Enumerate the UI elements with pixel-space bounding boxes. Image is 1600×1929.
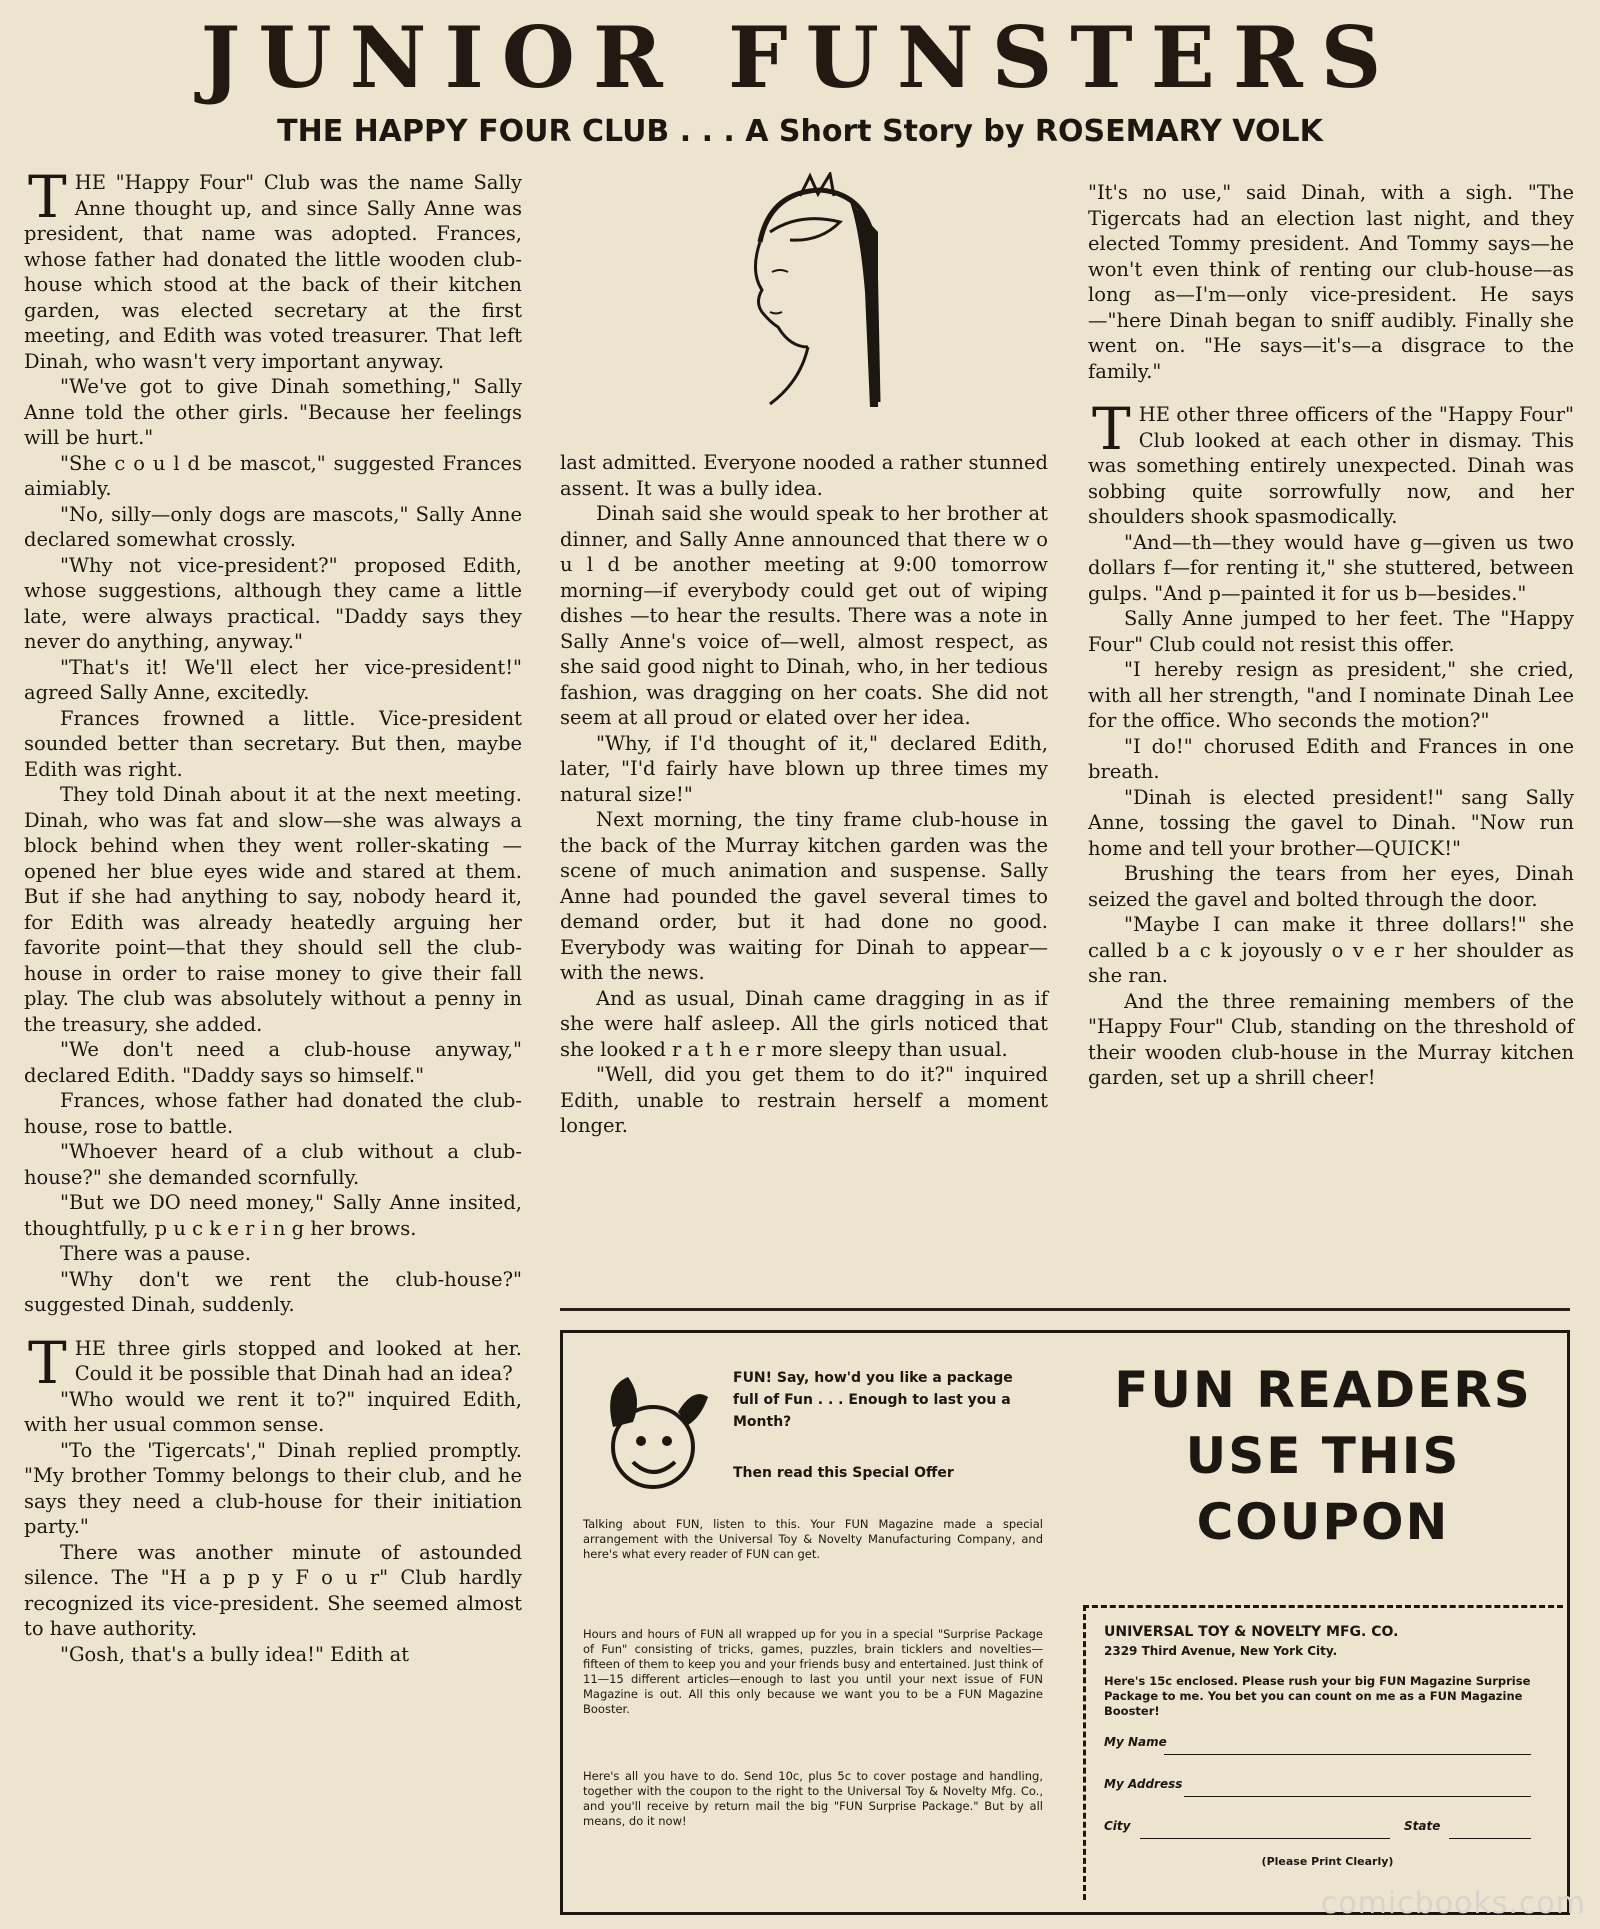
story-paragraph: "I hereby resign as president," she cried, with all her strength, "and I nominate Dinah Lee for the office. Who seconds the motion?" [1088,658,1574,732]
story-column-1 [24,163,522,1910]
story-paragraph: And as usual, Dinah came dragging in as if she were half asleep. All the girls noticed that she looked r a t h e r more sleepy than usual. [560,986,1048,1061]
page-title: JUNIOR FUNSTERS [200,8,1400,107]
mascot-clown-icon [583,1367,723,1497]
story-paragraph: "She c o u l d be mascot," suggested Frances aimiably. [24,451,522,500]
coupon-body: Here's 15c enclosed. Please rush your big FUN Magazine Surprise Package to me. You bet you can count on me as a FUN Magazine Booster! [1104,1674,1531,1718]
coupon-heading-line: COUPON [1196,1493,1450,1551]
story-paragraph: Sally Anne jumped to her feet. The "Happy Four" Club could not resist this offer. [1088,607,1574,656]
story-paragraph: "That's it! We'll elect her vice-president!" agreed Sally Anne, excitedly. [24,655,522,704]
story-paragraph [1088,395,1574,530]
story-paragraph: "Maybe I can make it three dollars!" she called b a c k joyously o v e r her shoulder as she ran. [1088,913,1574,987]
story-paragraph: "Who would we rent it to?" inquired Edith, with her usual common sense. [24,1387,522,1436]
story-paragraph: And the three remaining members of the "Happy Four" Club, standing on the threshold of their wooden club-house in the Murray kitchen garden, set up a shrill cheer! [1088,989,1574,1089]
story-paragraph: "We don't need a club-house anyway," declared Edith. "Daddy says so himself." [24,1038,522,1087]
story-paragraph: There was another minute of astounded silence. The "H a p p y F o u r" Club hardly recognized its vice-president. She seemed almost to have authority. [24,1540,522,1640]
girl-portrait-illustration [700,172,900,412]
story-column-3 [1088,180,1574,1300]
story-paragraph: "Whoever heard of a club without a club-house?" she demanded scornfully. [24,1140,522,1189]
story-paragraph: "I do!" chorused Edith and Frances in one breath. [1088,734,1574,783]
story-paragraph [24,163,522,374]
story-paragraph: Frances, whose father had donated the club-house, rose to battle. [24,1089,522,1138]
drop-cap: T [1092,395,1131,463]
story-byline: THE HAPPY FOUR CLUB . . . A Short Story by ROSEMARY VOLK [277,114,1323,149]
name-line [1164,1754,1531,1755]
address-line [1184,1796,1531,1797]
print-clearly-note: (Please Print Clearly) [1261,1855,1394,1868]
ad-paragraph: Here's all you have to do. Send 10c, plus 5c to cover postage and handling, together with the coupon to the right to the Universal Toy & Novelty Mfg. Co., and you'll receive by return mail the big "FUN Surprise Package." But by all means, do it now! [583,1769,1043,1828]
story-paragraph: "But we DO need money," Sally Anne insited, thoughtfully, p u c k e r i n g her brows. [24,1191,522,1240]
story-paragraph: "To the 'Tigercats'," Dinah replied promptly. "My brother Tommy belongs to their club, and he says they need a club-house for their initiation party." [24,1438,522,1538]
story-paragraph: Brushing the tears from her eyes, Dinah seized the gavel and bolted through the door. [1088,862,1574,911]
story-paragraph: "Why not vice-president?" proposed Edith, whose suggestions, although they came a little late, were always practical. "Daddy says they never do anything, anyway." [24,553,522,653]
story-paragraph: "Gosh, that's a bully idea!" Edith at [60,1642,410,1666]
story-paragraph: "Why, if I'd thought of it," declared Edith, later, "I'd fairly have blown up three times my natural size!" [560,731,1048,806]
story-paragraph: "No, silly—only dogs are mascots," Sally Anne declared somewhat crossly. [24,502,522,551]
section-divider [560,1308,1570,1311]
ad-paragraph: Talking about FUN, listen to this. Your FUN Magazine made a special arrangement with the Universal Toy & Novelty Manufacturing Company, and here's what every reader of FUN can get. [583,1517,1043,1561]
story-paragraph: last admitted. Everyone nooded a rather stunned assent. It was a bully idea. [560,451,1048,500]
ad-special-offer: Then read this Special Offer [733,1465,954,1481]
story-paragraph [24,1328,522,1397]
city-state-row[interactable] [1104,1819,1551,1845]
coupon-heading-line: FUN READERS [1114,1361,1532,1419]
coupon-panel [1083,1343,1563,1903]
city-label: City [1104,1819,1131,1833]
paragraph-text: HE "Happy Four" Club was the name Sally Anne thought up, and since Sally Anne was president, that name was adopted. Frances, whose father had donated the little wooden club-house which stood at the back of their kitchen garden, was elected secretary at the first meeting, and Edith was voted treasurer. That left Dinah, who wasn't very important anyway. [24,171,522,373]
state-line [1449,1838,1531,1839]
story-paragraph: "Dinah is elected president!" sang Sally Anne, tossing the gavel to Dinah. "Now run home and tell your brother—QUICK!" [1088,785,1574,860]
ad-headline: FUN! Say, how'd you like a package full of Fun . . . Enough to last you a Month? [733,1370,1013,1430]
story-paragraph: "It's no use," said Dinah, with a sigh. "The Tigercats had an election last night, and they elected Tommy president. And Tommy says—he won't even think of renting our club-house—as long as—I'm—only vice-president. He says—"here Dinah began to sniff audibly. Finally she went on. "He says—it's—a disgrace to the family." [1088,181,1574,383]
order-coupon[interactable] [1083,1605,1563,1900]
coupon-heading [1083,1357,1563,1555]
address-label: My Address [1104,1777,1183,1791]
story-paragraph: They told Dinah about it at the next meeting. Dinah, who was fat and slow—she was always a block behind when they went roller-skating — opened her blue eyes wide and stared at them. But if she had anything to say, nobody heard it, for Edith was already heatedly arguing her favorite point—that they should sell the club-house in order to raise money to give their fall play. The club was absolutely without a penny in the treasury, she added. [24,783,522,1036]
paragraph-text: HE three girls stopped and looked at her. Could it be possible that Dinah had an idea? [74,1336,522,1385]
drop-cap: T [28,163,67,231]
story-paragraph: "Why don't we rent the club-house?" suggested Dinah, suddenly. [24,1267,522,1316]
watermark: comicbooks.com [1320,1886,1586,1921]
advertisement-box [560,1330,1570,1915]
story-paragraph: There was a pause. [60,1242,251,1265]
name-field[interactable] [1104,1735,1551,1761]
story-column-2 [560,450,1048,1300]
coupon-heading-line: USE THIS [1185,1427,1461,1485]
story-paragraph: Frances frowned a little. Vice-president sounded better than secretary. But then, maybe Edith was right. [24,706,522,781]
story-paragraph: "Well, did you get them to do it?" inquired Edith, unable to restrain herself a moment longer. [560,1063,1048,1137]
ad-paragraph: Hours and hours of FUN all wrapped up for you in a special "Surprise Package of Fun" consisting of tricks, games, puzzles, brain ticklers and novelties—fifteen of them to keep you and your friends busy and entertained. Just think of 11—15 different articles—enough to last you until your next issue of FUN Magazine is out. All this only because we want you to be a FUN Magazine Booster. [583,1627,1043,1716]
coupon-address: 2329 Third Avenue, New York City. [1104,1644,1338,1658]
coupon-company: UNIVERSAL TOY & NOVELTY MFG. CO. [1104,1624,1399,1640]
name-label: My Name [1104,1735,1167,1749]
story-paragraph: "And—th—they would have g—given us two dollars f—for renting it," she stuttered, between gulps. "And p—painted it for us b—besides." [1088,530,1574,605]
story-paragraph: Next morning, the tiny frame club-house in the back of the Murray kitchen garden was the scene of much animation and suspense. Sally Anne had pounded the gavel several times to demand order, but it had done no good. Everybody was waiting for Dinah to appear—with the news. [560,808,1048,984]
drop-cap: T [28,1328,67,1397]
ad-offer-panel [583,1357,1043,1897]
story-paragraph: "We've got to give Dinah something," Sally Anne told the other girls. "Because her feelings will be hurt." [24,375,522,449]
state-label: State [1404,1819,1441,1833]
address-field[interactable] [1104,1777,1551,1803]
story-paragraph: Dinah said she would speak to her brother at dinner, and Sally Anne announced that there w o u l d be another meeting at 9:00 tomorrow morning—if everybody could get out of wiping dishes —to hear the results. There was a note in Sally Anne's voice of—well, almost respect, as she said good night to Dinah, who, in her tedious fashion, was dragging on her coats. She did not seem at all proud or elated over her idea. [560,502,1048,729]
city-line [1140,1838,1390,1839]
paragraph-text: HE other three officers of the "Happy Four" Club looked at each other in dismay. This was something entirely unexpected. Dinah was sobbing quite sorrowfully now, and her shoulders shook spasmodically. [1088,403,1574,528]
